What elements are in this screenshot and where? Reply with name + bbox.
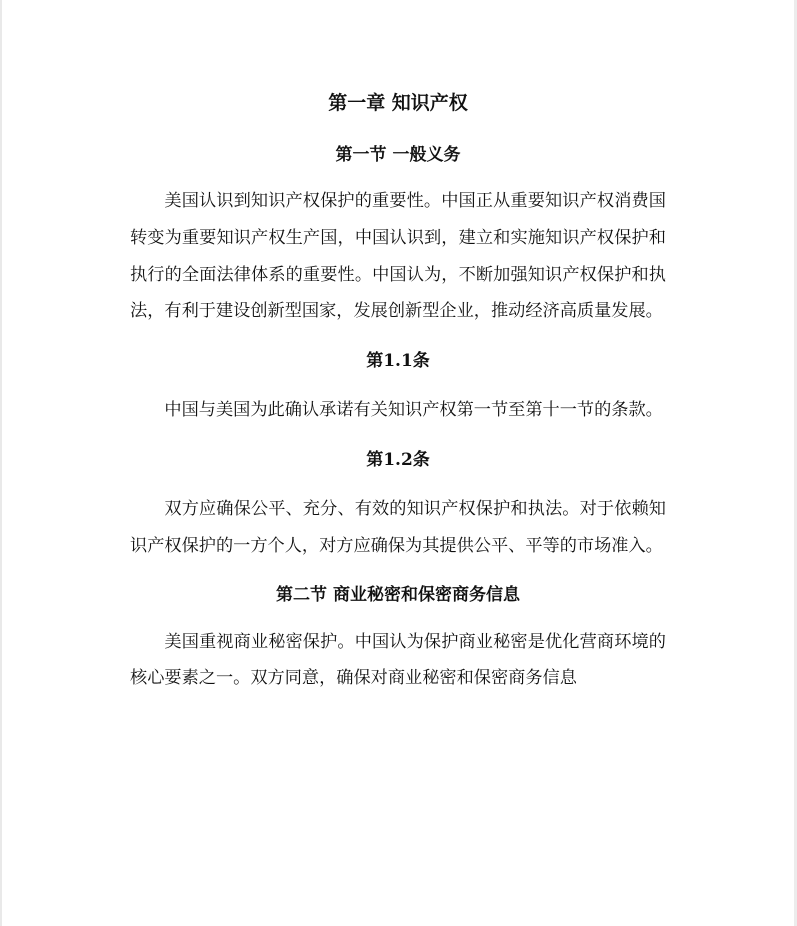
paragraph-general-obligations: 美国认识到知识产权保护的重要性。中国正从重要知识产权消费国转变为重要知识产权生产国，中国认识到，建立和实施知识产权保护和执行的全面法律体系的重要性。中国认为，不断加强知识产权保护和执法，有利于建设创新型国家，发展创新型企业，推动经济高质量发展。 [130,191,666,322]
chapter-title: 第一章 知识产权 [328,92,468,114]
page-left-edge [0,0,2,926]
section-title-trade-secrets: 第二节 商业秘密和保密商务信息 [276,584,520,605]
paragraph-trade-secrets: 美国重视商业秘密保护。中国认为保护商业秘密是优化营商环境的核心要素之一。双方同意，确保对商业秘密和保密商务信息 [130,631,666,689]
document-content [130,88,666,697]
paragraph-article-1-2: 双方应确保公平、充分、有效的知识产权保护和执法。对于依赖知识产权保护的一方个人，对方应确保为其提供公平、平等的市场准入。 [130,498,666,556]
section-title-general-obligations: 第一节 一般义务 [335,145,461,165]
article-title-1-1: 第1.1条 [366,351,430,372]
paragraph-article-1-1: 中国与美国为此确认承诺有关知识产权第一节至第十一节的条款。 [164,400,663,421]
article-title-1-2: 第1.2条 [366,449,430,470]
